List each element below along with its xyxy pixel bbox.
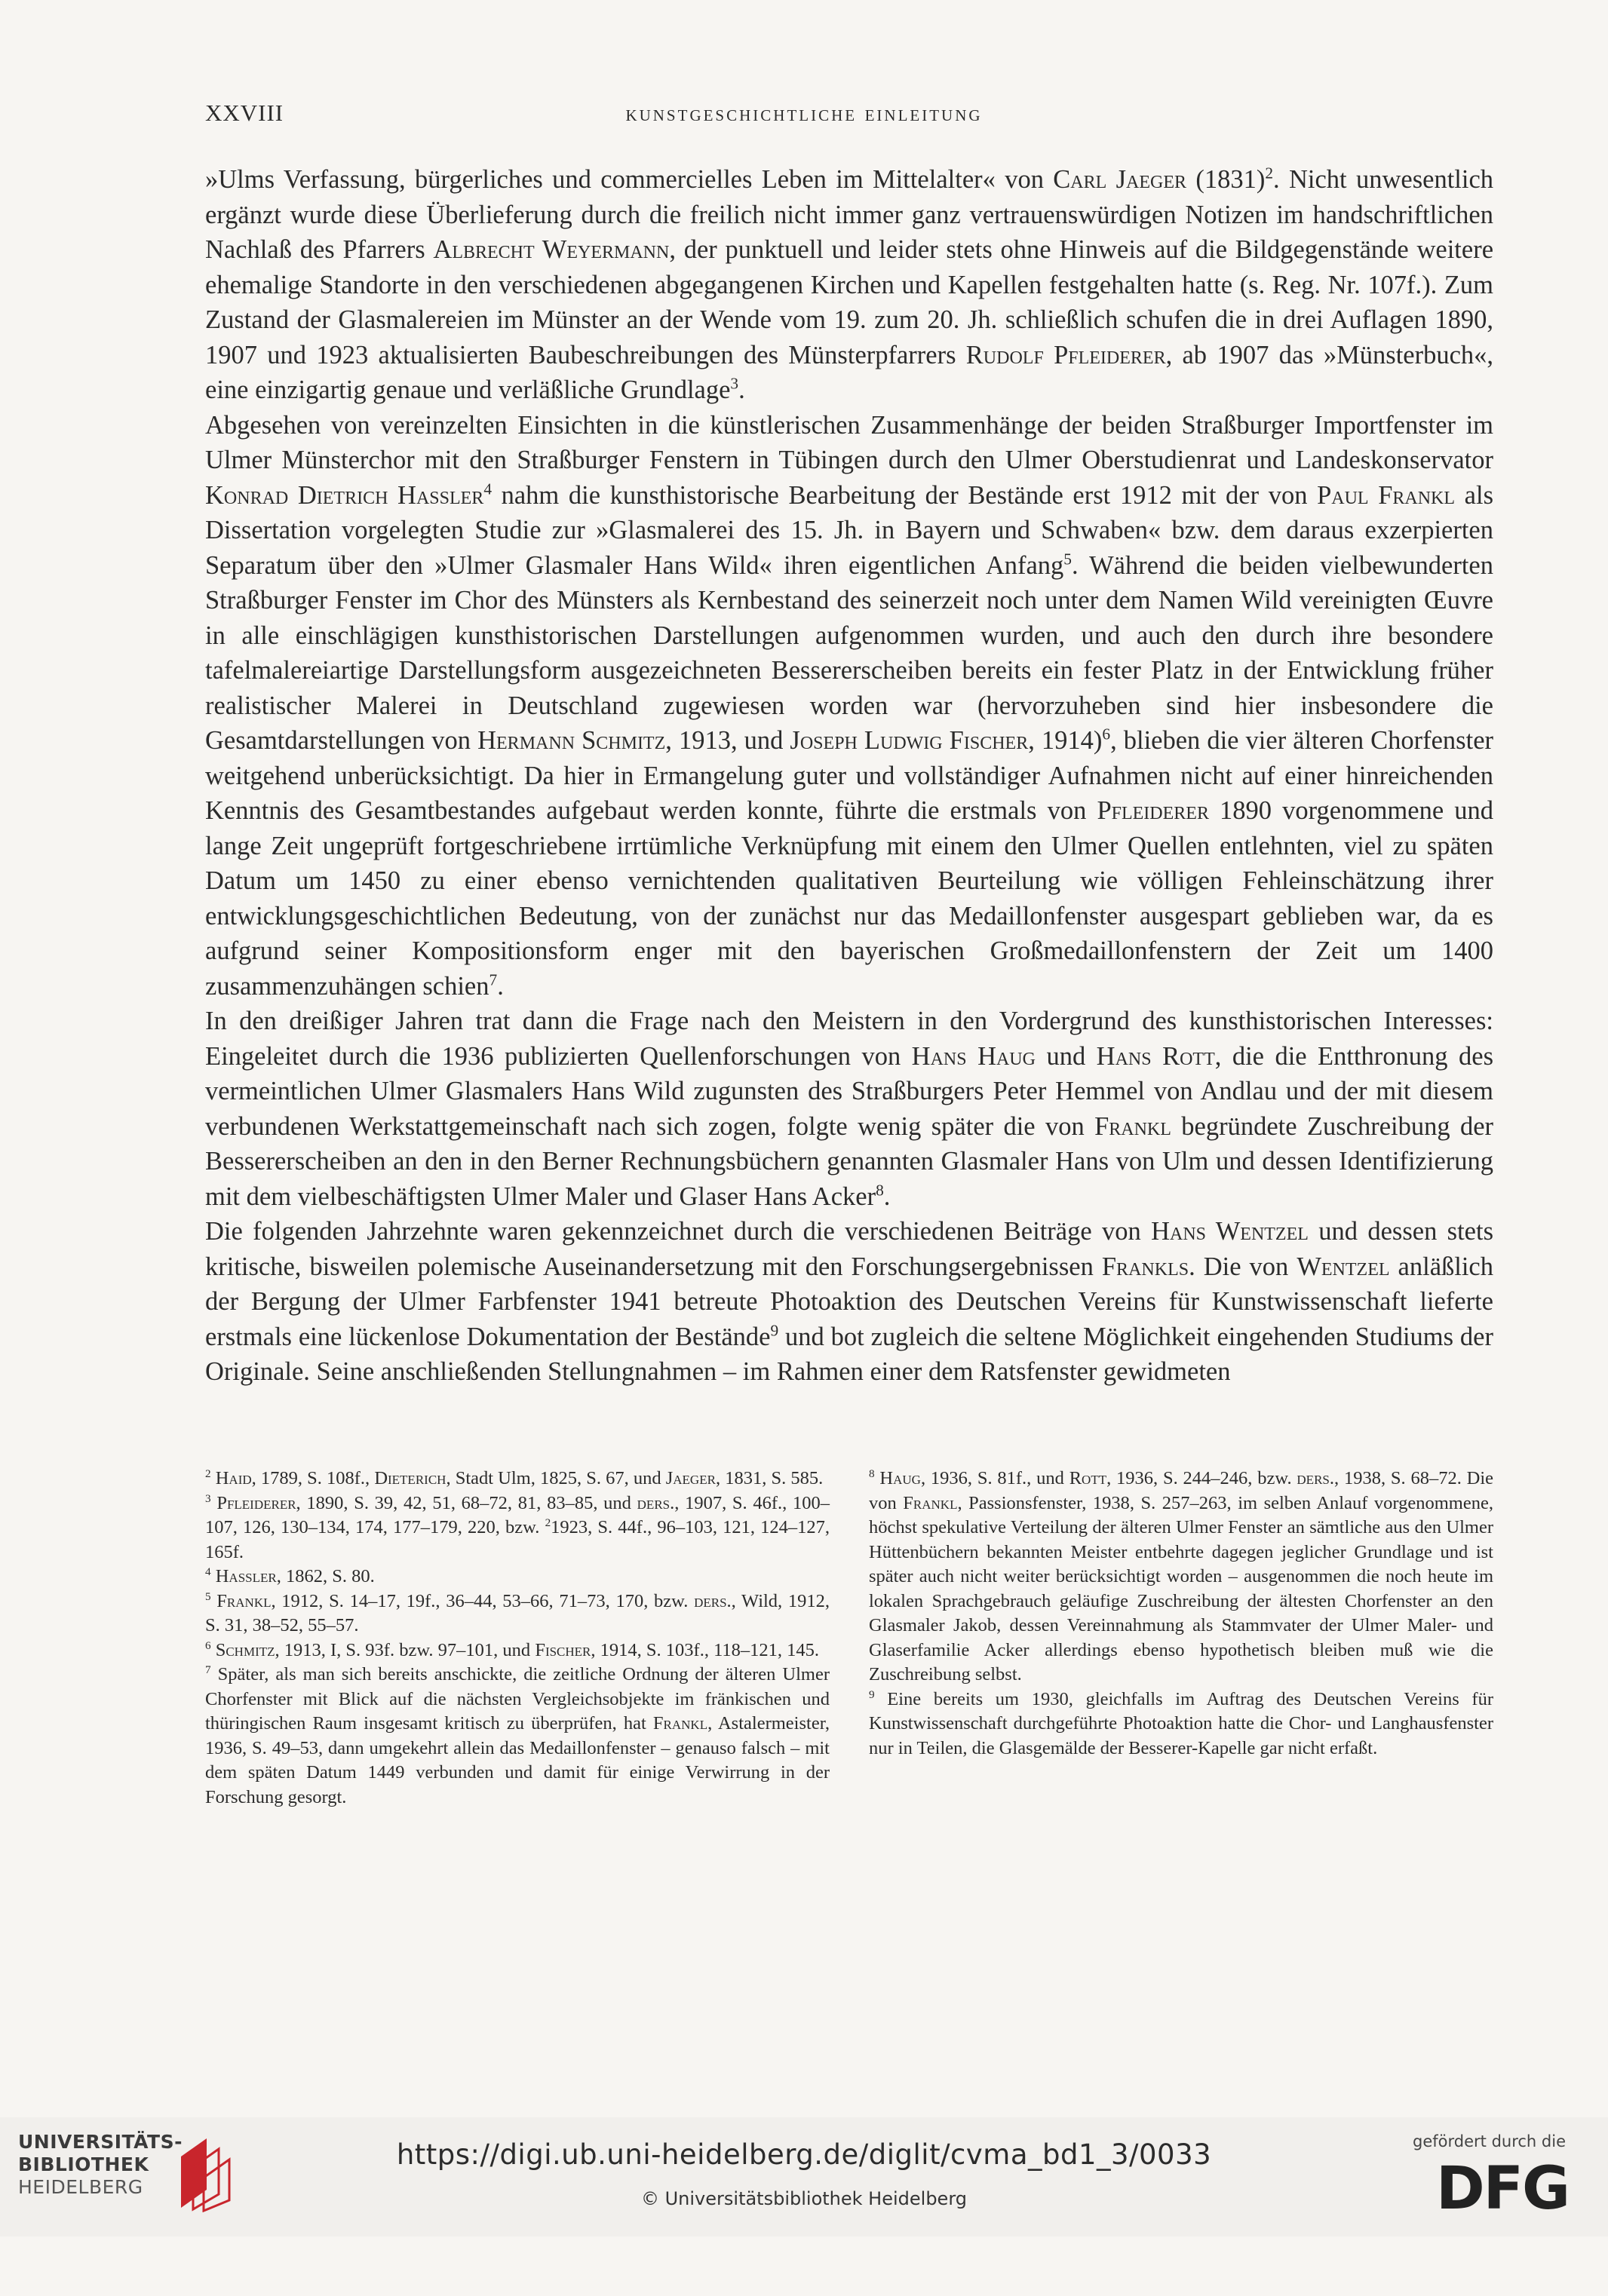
text-run: , 1789, S. 108f., [251, 1468, 375, 1488]
footnote-marker: 2 [1265, 164, 1274, 182]
footnote-marker: 3 [205, 1491, 211, 1505]
footnote [205, 1589, 830, 1638]
author-name: Albrecht Weyermann [433, 235, 670, 264]
text-run: . Nicht unwesentlich ergänzt wurde diese Überlieferung durch die freilich nicht immer ganz vertrauenswürdigen Notizen im handschriftlichen Nachlaß des Pfarrers [205, 165, 1494, 264]
author-name: Schmitz [215, 1639, 275, 1660]
text-run: als Dissertation vorgelegten Studie zur »Glasmalerei des 15. Jh. in Bayern und Schwaben« bzw. dem daraus exzerpierten Separatum über den »Ulmer Glasmaler Hans Wild« ihren eigentlichen Anfang [205, 480, 1493, 580]
text-run: , Wild, 1912, S. 31, 38–52, 55–57. [205, 1590, 830, 1635]
footnote-marker: 8 [869, 1467, 875, 1480]
text-run: und dessen stets kritische, bisweilen polemische Auseinandersetzung mit den Forschungsergebnissen [205, 1217, 1493, 1281]
text-run: anläßlich der Bergung der Ulmer Farbfenster 1941 betreute Photoaktion des Deutschen Vereins für Kunstwissenschaft lieferte erstmals eine lückenlose Dokumentation der Bestände [205, 1252, 1493, 1351]
text-run: 1923, S. 44f., 96–103, 121, 124–127, 165f. [205, 1517, 830, 1562]
text-run: , der punktuell und leider stets ohne Hinweis auf die Bildgegenstände weitere ehemalige Standorte in den verschiedenen abgegangenen Kirchen und Kapellen festgehalten hatte (s. Reg. Nr. 107f.). Zum Zustand der Glasmalereien im Münster an der Wende vom 19. zum 20. Jh. schließlich schufen die in drei Auflagen 1890, 1907 und 1923 aktualisierten Baubeschreibungen des Münsterpfarrers [205, 235, 1494, 369]
footnote [869, 1467, 1493, 1688]
author-name: Hermann Schmitz [477, 726, 666, 755]
author-name: Joseph Ludwig Fischer [790, 726, 1029, 755]
footnote [205, 1491, 830, 1565]
author-name: Jaeger [665, 1468, 716, 1488]
author-name: Hans Rott [1096, 1041, 1215, 1071]
library-name-line1: UNIVERSITÄTS- [18, 2131, 183, 2153]
footnote-marker: 3 [730, 374, 739, 393]
author-name: Frankls [1101, 1252, 1189, 1281]
text-run: , 1907, S. 46f., 100–107, 126, 130–134, 174, 177–179, 220, bzw. [205, 1492, 830, 1537]
footnote [205, 1663, 830, 1810]
text-run: Später, als man sich bereits anschickte, die zeitliche Ordnung der älteren Ulmer Chorfenster mit Blick auf die nächsten Vergleichsobjekte im fränkischen und thüringischen Raum insgesamt kritisch zu überprüfen, hat [205, 1664, 830, 1733]
footnote-marker: 5 [1063, 550, 1072, 568]
footnote-marker: 4 [483, 480, 492, 498]
footnote-marker: 5 [205, 1589, 211, 1603]
author-name: Carl Jaeger [1053, 165, 1187, 194]
footnote-marker: 7 [489, 970, 498, 989]
footnote-marker: 2 [545, 1516, 551, 1529]
main-text [205, 162, 1493, 1390]
author-name: Dieterich [374, 1468, 446, 1488]
author-name: Frankl [903, 1492, 958, 1513]
text-run: . [883, 1182, 891, 1211]
text-run: , 1913, I, S. 93f. bzw. 97–101, und [275, 1639, 535, 1660]
text-run: , 1831, S. 585. [715, 1468, 824, 1488]
text-run: , 1912, S. 14–17, 19f., 36–44, 53–66, 71–73, 170, bzw. [271, 1590, 695, 1611]
author-name: ders. [637, 1492, 675, 1513]
body-paragraph [205, 1004, 1493, 1214]
footnote-marker: 4 [205, 1565, 211, 1578]
text-run: , blieben die vier älteren Chorfenster weitgehend unberücksichtigt. Da hier in Ermangelung guter und vollständiger Aufnahmen nicht auf einer hinreichenden Kenntnis des Gesamtbestandes aufgebaut werden konnte, führte die erstmals von [205, 726, 1493, 825]
text-run: , Stadt Ulm, 1825, S. 67, und [446, 1468, 666, 1488]
text-run: »Ulms Verfassung, bürgerliches und commercielles Leben im Mittelalter« von [205, 165, 1054, 194]
text-run: . Die von [1189, 1252, 1297, 1281]
text-run: , 1914) [1028, 726, 1103, 755]
text-run: und [1035, 1041, 1097, 1071]
library-name-line2: BIBLIOTHEK [18, 2153, 149, 2175]
text-run: , Astalermeister, 1936, S. 49–53, dann umgekehrt allein das Medaillonfenster – genauso falsch – mit dem späten Datum 1449 verbunden und damit für einige Verwirrung in der Forschung gesorgt. [205, 1713, 830, 1807]
footnote-marker: 9 [869, 1688, 875, 1701]
running-header [205, 100, 1403, 130]
funding-label: gefördert durch die [1413, 2132, 1566, 2150]
text-run: begründete Zuschreibung der Bessererscheiben an den in den Berner Rechnungsbüchern genannten Glasmaler Hans von Ulm und dessen Identifizierung mit dem vielbeschäftigsten Ulmer Maler und Glaser Hans Acker [205, 1111, 1493, 1211]
text-run: . [497, 971, 504, 1001]
library-name-line3: HEIDELBERG [18, 2176, 143, 2198]
text-run: . Während die beiden vielbewunderten Straßburger Fenster im Chor des Münsters als Kernbestand des seinerzeit noch unter dem Namen Wild vereinigten Œuvre in alle einschlägigen kunsthistorischen Darstellungen aufgenommen wurden, und auch den durch ihre besondere tafelmalereiartige Darstellungsform ausgezeichneten Bessererscheiben bereits ein fester Platz in der Entwicklung früher realistischer Malerei in Deutschland zugewiesen worden war (hervorzuheben sind hier insbesondere die Gesamtdarstellungen von [205, 550, 1493, 755]
footnote [205, 1565, 830, 1589]
author-name: Pfleiderer [216, 1492, 296, 1513]
footnote [205, 1467, 830, 1491]
text-run: In den dreißiger Jahren trat dann die Frage nach den Meistern in den Vordergrund des kunsthistorischen Interesses: Eingeleitet durch die 1936 publizierten Quellenforschungen von [205, 1007, 1493, 1071]
author-name: ders. [1297, 1468, 1334, 1488]
text-run: nahm die kunsthistorische Bearbeitung der Bestände erst 1912 mit der von [492, 480, 1318, 510]
author-name: ders. [694, 1590, 732, 1611]
footnote [869, 1688, 1493, 1761]
dfg-logo[interactable]: DFG [1435, 2155, 1569, 2223]
body-paragraph [205, 1214, 1493, 1390]
author-name: Hassler [215, 1566, 277, 1586]
author-name: Frankl [216, 1590, 272, 1611]
footnote-marker: 6 [1102, 725, 1111, 743]
text-run: , ab 1907 das »Münsterbuch«, eine einzigartig genaue und verläßliche Grundlage [205, 340, 1494, 404]
text-run: , 1862, S. 80. [276, 1566, 375, 1586]
text-run: Abgesehen von vereinzelten Einsichten in die künstlerischen Zusammenhänge der beiden Straßburger Importfenster im Ulmer Münsterchor mit den Straßburger Fenstern in Tübingen durch den Ulmer Oberstudienrat und Landeskonservator [205, 410, 1493, 474]
text-run: , Passionsfenster, 1938, S. 257–263, im selben Anlauf vorgenommene, höchst spekulative Verteilung der älteren Ulmer Fenster an sämtliche aus den Ulmer Hüttenbüchern bekannten Meister entbehrte dagegen jeglicher Grundlage und ist später auch nicht weiter berücksichtigt worden – ausgenommen die noch heute im lokalen Sprachgebrauch geläufige Zuschreibung der ältesten Chorfenster an den Glasmaler Jakob, dessen Vereinnahmung als Stammvater der Ulmer Maler- und Glaserfamilie Acker allerdings ebenso hypothetisch bleiben muß wie die Zuschreibung selbst. [869, 1492, 1493, 1684]
footnote-marker: 9 [770, 1321, 779, 1339]
author-name: Rudolf Pfleiderer [965, 340, 1166, 369]
body-paragraph [205, 408, 1493, 1004]
author-name: Frankl [1094, 1111, 1171, 1141]
text-run: . [738, 376, 745, 404]
text-run: , 1936, S. 244–246, bzw. [1106, 1468, 1297, 1488]
footnote-marker: 6 [205, 1638, 211, 1652]
text-run: (1831) [1186, 165, 1266, 194]
author-name: Hans Wentzel [1151, 1217, 1309, 1246]
text-run: , 1938, S. 68–72. Die von [869, 1468, 1494, 1513]
text-run: , 1890, S. 39, 42, 51, 68–72, 81, 83–85, und [296, 1492, 637, 1513]
footnote [205, 1638, 830, 1663]
author-name: Fischer [535, 1639, 591, 1660]
author-name: Haug [879, 1468, 921, 1488]
author-name: Haid [215, 1468, 252, 1488]
text-run: , die die Entthronung des vermeintlichen Ulmer Glasmalers Hans Wild zugunsten des Straßburgers Peter Hemmel von Andlau und der mit diesem verbundenen Werkstattgemeinschaft nach sich zogen, folgte wenig später die von [205, 1041, 1493, 1141]
text-run: , 1936, S. 81f., und [920, 1468, 1069, 1488]
author-name: Paul Frankl [1317, 480, 1456, 510]
text-run: und bot zugleich die seltene Möglichkeit eingehenden Studiums der Originale. Seine anschließenden Stellungnahmen – im Rahmen einer dem Ratsfenster gewidmeten [205, 1322, 1493, 1386]
text-run: , 1914, S. 103f., 118–121, 145. [591, 1639, 820, 1660]
page-number: XXVIII [205, 100, 284, 126]
text-run: , 1913, und [665, 726, 790, 755]
author-name: Hans Haug [911, 1041, 1036, 1071]
text-run: Eine bereits um 1930, gleichfalls im Auftrag des Deutschen Vereins für Kunstwissenschaft durchgeführte Photoaktion hatte die Chor- und Langhausfenster nur in Teilen, die Glasgemälde der Besserer-Kapelle gar nicht erfaßt. [869, 1688, 1493, 1758]
author-name: Konrad Dietrich Hassler [205, 480, 484, 510]
footnote-marker: 2 [205, 1467, 211, 1480]
author-name: Frankl [652, 1713, 708, 1733]
permalink-url[interactable]: https://digi.ub.uni-heidelberg.de/diglit/cvma_bd1_3/0033 [396, 2138, 1212, 2171]
footer-bar [0, 2117, 1608, 2236]
running-title: kunstgeschichtliche einleitung [625, 101, 983, 126]
footnote-marker: 8 [876, 1181, 884, 1199]
author-name: Rott [1069, 1468, 1107, 1488]
author-name: Wentzel [1297, 1252, 1390, 1281]
copyright-notice: © Universitätsbibliothek Heidelberg [640, 2188, 967, 2209]
text-run: Die folgenden Jahrzehnte waren gekennzeichnet durch die verschiedenen Beiträge von [205, 1217, 1152, 1246]
author-name: Pfleiderer [1097, 796, 1209, 825]
text-run: 1890 vorgenommene und lange Zeit ungeprüft fortgeschriebene irrtümliche Verknüpfung mit einem den Ulmer Quellen entlehnten, viel zu späten Datum um 1450 zu einer ebenso vernichtenden qualitativen Beurteilung wie völligen Fehleinschätzung ihrer entwicklungsgeschichtlichen Bedeutung, von der zunächst nur das Medaillonfenster ausgespart geblieben war, da es aufgrund seiner Kompositionsform enger mit den bayerischen Großmedaillonfenstern der Zeit um 1400 zusammenzuhängen schien [205, 796, 1493, 1001]
body-paragraph [205, 162, 1493, 408]
footnote-marker: 7 [205, 1663, 211, 1676]
